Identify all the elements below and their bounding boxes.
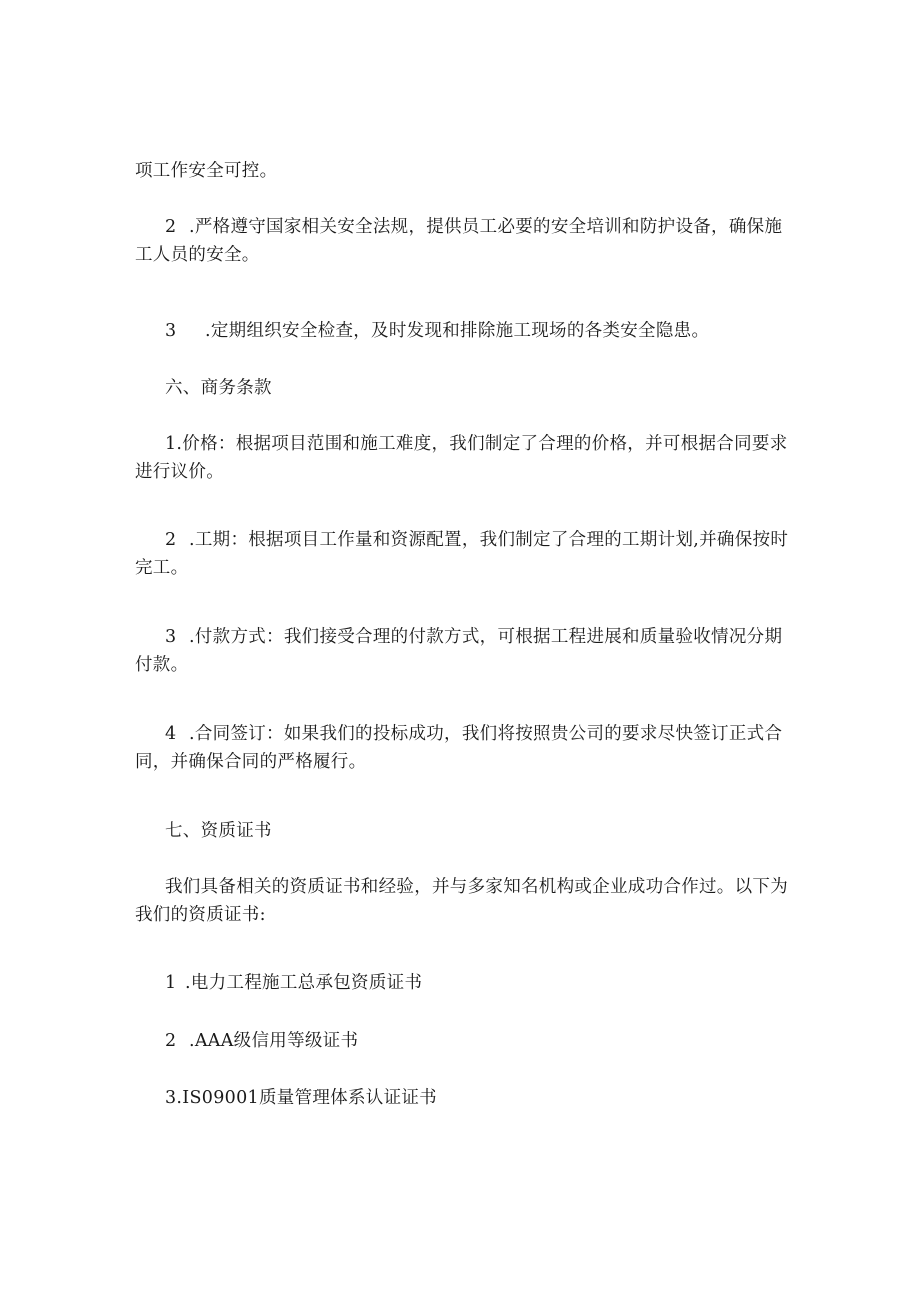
item-number: 2 — [165, 1031, 177, 1051]
item-text: .工期：根据项目工作量和资源配置，我们制定了合理的工期计划,并确保按时完工。 — [135, 530, 789, 578]
item-text: .电力工程施工总承包资质证书 — [185, 973, 423, 993]
section-heading-business-terms: 六、商务条款 — [165, 378, 272, 398]
safety-item-2 — [135, 213, 795, 269]
item-text: .严格遵守国家相关安全法规，提供员工必要的安全培训和防护设备，确保施工人员的安全。 — [135, 217, 783, 265]
item-text: .AAA级信用等级证书 — [189, 1031, 359, 1051]
safety-item-3 — [135, 317, 795, 345]
item-number: 4 — [165, 724, 177, 744]
item-number: 3 — [165, 627, 177, 647]
item-number: 1 — [165, 973, 177, 993]
certificate-item-2 — [135, 1027, 795, 1055]
item-number: 3 — [165, 321, 177, 341]
business-item-1: 1.价格：根据项目范围和施工难度，我们制定了合理的价格，并可根据合同要求进行议价。 — [135, 434, 788, 482]
certificates-intro: 我们具备相关的资质证书和经验，并与多家知名机构或企业成功合作过。以下为我们的资质证书: — [135, 877, 788, 925]
certificate-item-3: 3.IS09001质量管理体系认证证书 — [165, 1088, 437, 1108]
item-text: .合同签订：如果我们的投标成功，我们将按照贵公司的要求尽快签订正式合同，并确保合同的严格履行。 — [135, 724, 783, 772]
paragraph-continuation: 项工作安全可控。 — [135, 161, 278, 181]
item-number: 2 — [165, 217, 177, 237]
section-heading-certificates: 七、资质证书 — [165, 821, 272, 841]
item-text: .定期组织安全检查，及时发现和排除施工现场的各类安全隐患。 — [205, 321, 710, 341]
certificate-item-1 — [135, 969, 795, 997]
business-item-3 — [135, 623, 795, 679]
business-item-4 — [135, 720, 795, 776]
item-number: 2 — [165, 530, 177, 550]
item-text: .付款方式：我们接受合理的付款方式，可根据工程进展和质量验收情况分期付款。 — [135, 627, 783, 675]
business-item-2 — [135, 526, 795, 582]
